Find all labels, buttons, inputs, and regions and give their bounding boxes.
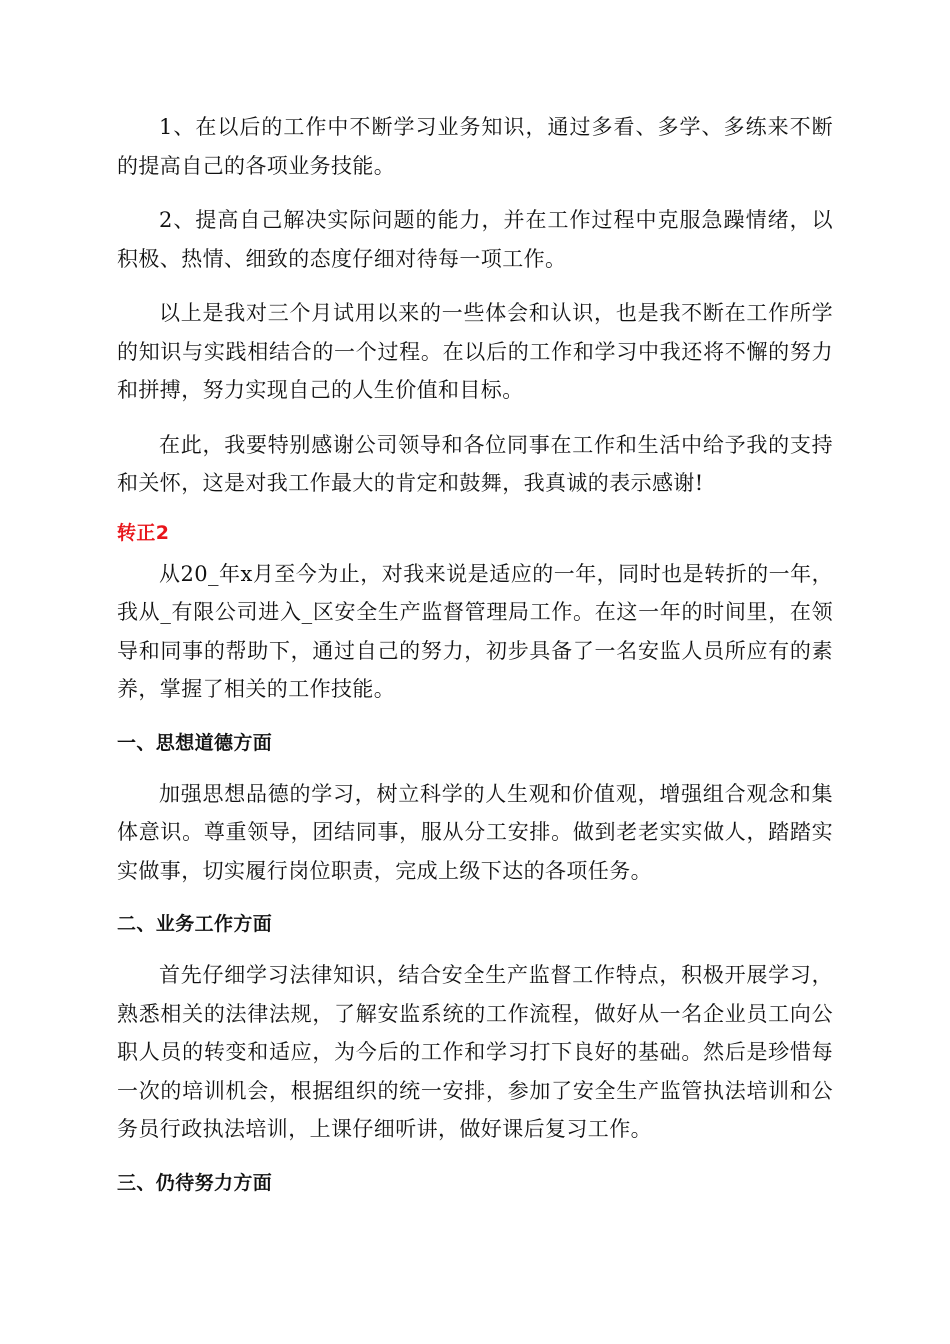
- paragraph-business-work: 首先仔细学习法律知识，结合安全生产监督工作特点，积极开展学习，熟悉相关的法律法规，了解安监系统的工作流程，做好从一名企业员工向公职人员的转变和适应，为今后的工作和学习打下良好的基础。然后是珍惜每一次的培训机会，根据组织的统一安排，参加了安全生产监管执法培训和公务员行政执法培训，上课仔细听讲，做好课后复习工作。: [117, 963, 833, 1141]
- paragraph-summary: 以上是我对三个月试用以来的一些体会和认识，也是我不断在工作所学的知识与实践相结合的一个过程。在以后的工作和学习中我还将不懈的努力和拼搏，努力实现自己的人生价值和目标。: [117, 301, 833, 402]
- heading-business-work: 二、业务工作方面: [117, 913, 273, 935]
- paragraph-improve-problem-solving: 2、提高自己解决实际问题的能力，并在工作过程中克服急躁情绪，以积极、热情、细致的态度仔细对待每一项工作。: [117, 208, 833, 271]
- paragraph-ideology: 加强思想品德的学习，树立科学的人生观和价值观，增强组合观念和集体意识。尊重领导，团结同事，服从分工安排。做到老老实实做人，踏踏实实做事，切实履行岗位职责，完成上级下达的各项任务。: [117, 781, 833, 883]
- paragraph-intro: 从20_年x月至今为止，对我来说是适应的一年，同时也是转折的一年，我从_有限公司进入_区安全生产监督管理局工作。在这一年的时间里，在领导和同事的帮助下，通过自己的努力，初步具备了一名安监人员所应有的素养，掌握了相关的工作技能。: [117, 561, 833, 701]
- section-title: 转正2: [117, 521, 170, 544]
- heading-improvement: 三、仍待努力方面: [117, 1171, 273, 1194]
- paragraph-improve-knowledge: 1、在以后的工作中不断学习业务知识，通过多看、多学、多练来不断的提高自己的各项业务技能。: [117, 115, 833, 178]
- heading-ideology: 一、思想道德方面: [117, 731, 273, 754]
- paragraph-thanks: 在此，我要特别感谢公司领导和各位同事在工作和生活中给予我的支持和关怀，这是对我工作最大的肯定和鼓舞，我真诚的表示感谢!: [117, 432, 833, 495]
